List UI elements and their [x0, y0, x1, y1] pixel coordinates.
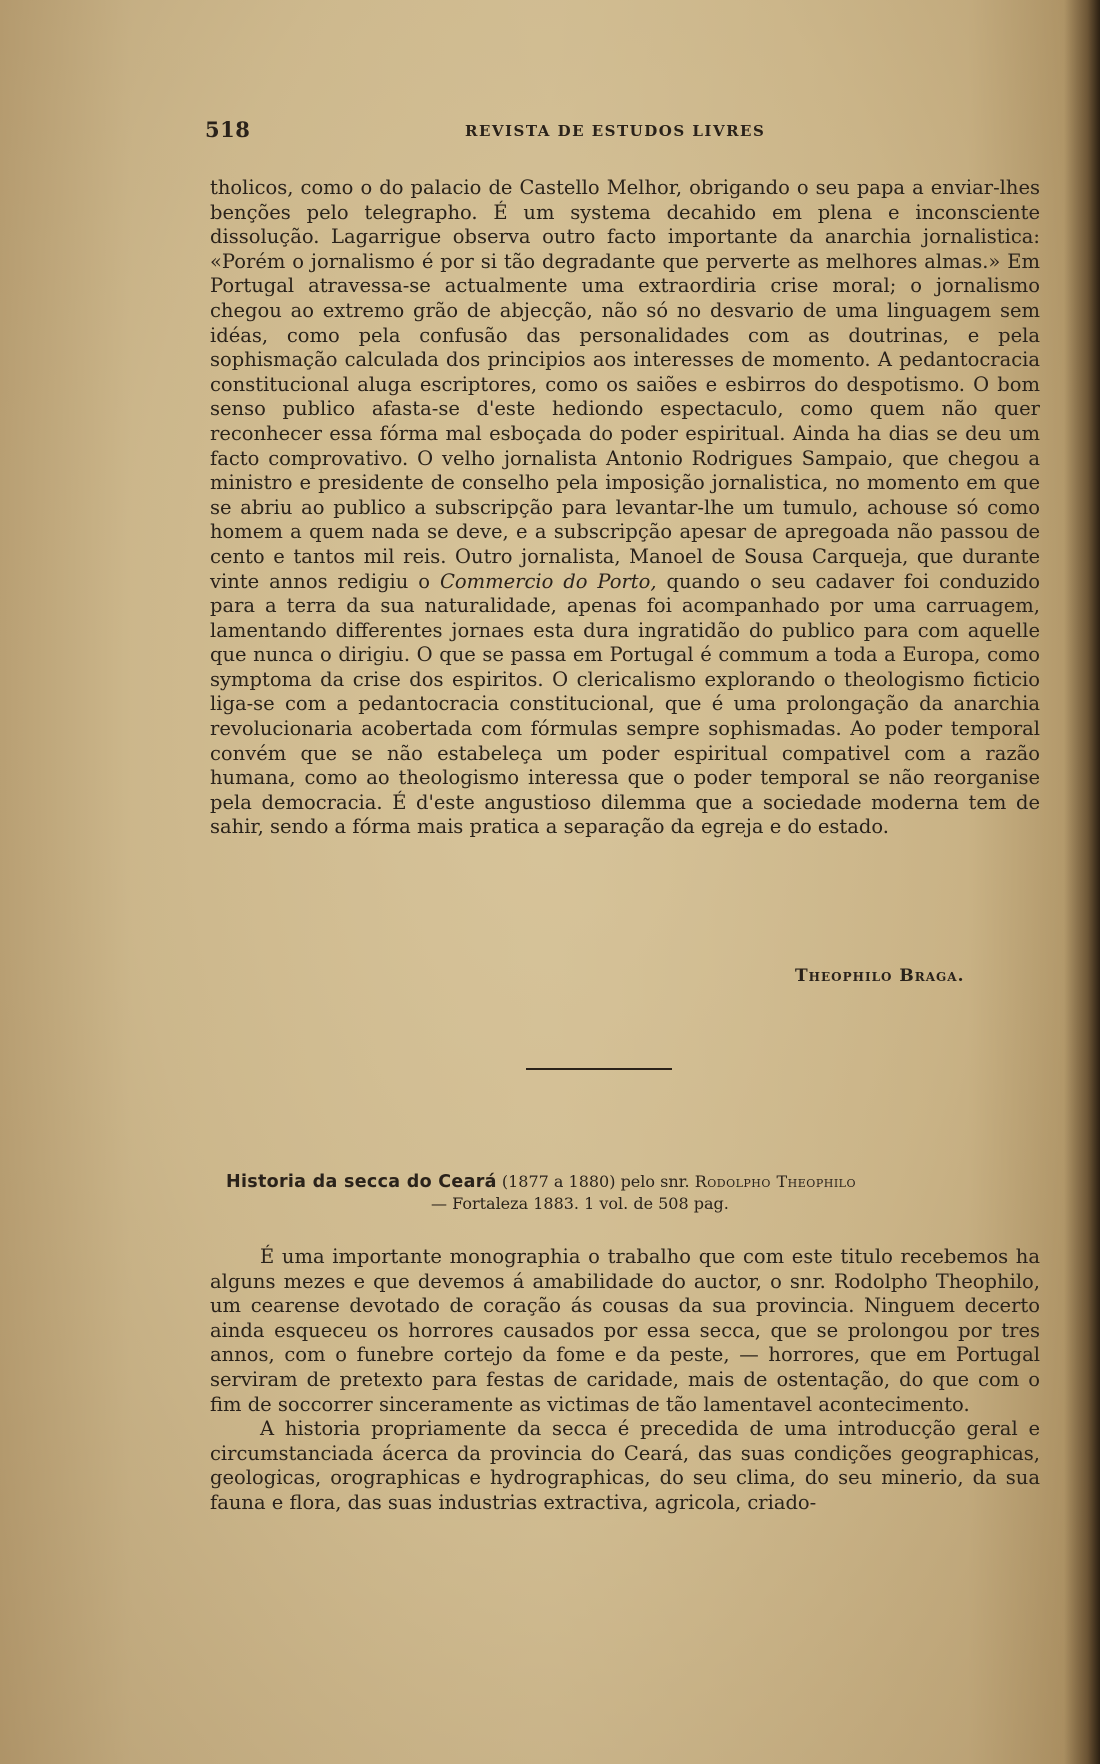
page-edge-shadow	[1064, 0, 1100, 1764]
article-paragraph	[210, 176, 1040, 840]
running-head: REVISTA DE ESTUDOS LIVRES	[465, 122, 766, 140]
review-imprint: — Fortaleza 1883. 1 vol. de 508 pag.	[431, 1194, 729, 1213]
article-text-part-1: tholicos, como o do palacio de Castello Melhor, obrigando o seu papa a enviar-lhes benções pelo telegrapho. É um systema decahido em plena e inconsciente dissolução. Lagarrigue observa outro facto importante da anarchia jornalistica: «Porém o jornalismo é por si tão degradante que perverte as melhores almas.» Em Portugal atravessa-se actualmente uma extraordiria crise moral; o jornalismo chegou ao extremo grão de abjecção, não só no desvario de uma linguagem sem idéas, como pela confusão das personalidades com as doutrinas, e pela sophismação calculada dos principios aos interesses de momento. A pedantocracia constitucional aluga escriptores, como os saiões e esbirros do despotismo. O bom senso publico afasta-se d'este hediondo espectaculo, como quem não quer reconhecer essa fórma mal esboçada do poder espiritual. Ainda ha dias se deu um facto comprovativo. O velho jornalista Antonio Rodrigues Sampaio, que chegou a ministro e presidente de conselho pela imposição jornalistica, no momento em que se abriu ao publico a subscripção para levantar-lhe um tumulo, achouse só como homem a quem nada se deve, e a subscripção apesar de apregoada não passou de cento e tantos mil reis. Outro jornalista, Manoel de Sousa Carqueja, que durante vinte annos redigiu o	[210, 176, 1040, 593]
review-body	[210, 1245, 1040, 1516]
review-paragraph-1: É uma importante monographia o trabalho que com este titulo recebemos ha alguns mezes e que devemos á amabilidade do auctor, o snr. Rodolpho Theophilo, um cearense devotado de coração ás cousas da sua provincia. Ninguem decerto ainda esqueceu os horrores causados por essa secca, que se prolongou por tres annos, com o funebre cortejo da fome e da peste, — horrores, que em Portugal serviram de pretexto para festas de caridade, mais de ostentação, do que com o fim de soccorrer sinceramente as victimas de tão lamentavel acontecimento.	[210, 1245, 1040, 1416]
article-text-part-2: quando o seu cadaver foi conduzido para a terra da sua naturalidade, apenas foi acompanhado por uma carruagem, lamentando differentes jornaes esta dura ingratidão do publico para com aquelle que nunca o dirigiu. O que se passa em Portugal é commum a toda a Europa, como symptoma da crise dos espiritos. O clericalismo explorando o theologismo ficticio liga-se com a pedantocracia constitucional, que é uma prolongação da anarchia revolucionaria acobertada com fórmulas sempre sophismadas. Ao poder temporal convém que se não estabeleça um poder espiritual compativel com a razão humana, como ao theologismo interessa que o poder temporal se não reorganise pela democracia. É d'este angustioso dilemma que a sociedade moderna tem de sahir, sendo a fórma mais pratica a separação da egreja e do estado.	[210, 569, 1041, 839]
page-header	[205, 117, 1040, 147]
section-divider	[526, 1068, 672, 1070]
article-closing-paragraph	[210, 176, 1040, 840]
review-dates: (1877 a 1880) pelo snr.	[501, 1172, 690, 1191]
page-number: 518	[205, 117, 251, 142]
review-paragraph-2: A historia propriamente da secca é precedida de uma introducção geral e circumstanciada ácerca da provincia do Ceará, das suas condições geographicas, geologicas, orographicas e hydrographicas, do seu clima, do seu minerio, da sua fauna e flora, das suas industrias extractiva, agricola, criado-	[210, 1417, 1040, 1514]
review-book-title: Historia da secca do Ceará	[226, 1172, 497, 1192]
newspaper-title: Commercio do Porto,	[439, 569, 657, 593]
review-heading	[226, 1171, 1040, 1214]
review-author: Rodolpho Theophilo	[694, 1172, 856, 1191]
author-signature: Theophilo Braga.	[795, 966, 965, 986]
